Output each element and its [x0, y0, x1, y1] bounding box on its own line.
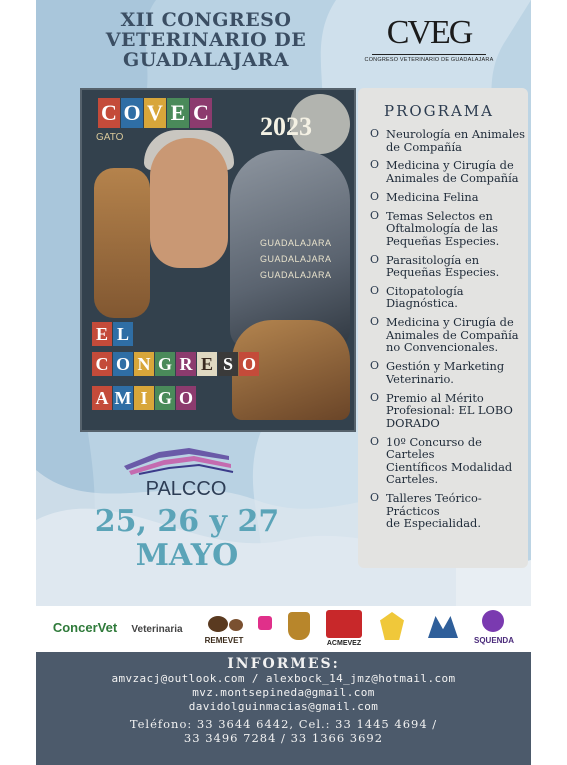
bullet-circle-icon: O: [370, 158, 380, 172]
event-dates: [76, 505, 298, 573]
program-item-line: Gestión y Marketing: [386, 359, 505, 374]
collage-letter: E: [167, 98, 189, 128]
program-item-line: Medicina y Cirugía de: [386, 315, 514, 330]
program-item-line: 10º Concurso de Carteles: [386, 434, 482, 462]
program-item: [368, 436, 528, 486]
bullet-circle-icon: O: [370, 127, 380, 140]
program-item-line: Medicina y Cirugía de: [386, 158, 514, 173]
program-item: [368, 360, 528, 385]
program-item: [368, 492, 528, 530]
program-item-line: Neurología en Animales: [386, 127, 525, 141]
bullet-circle-icon: O: [370, 252, 380, 266]
collage-letter: E: [197, 352, 217, 376]
art-guadalajara-3: GUADALAJARA: [260, 270, 332, 280]
collage-letter: G: [155, 386, 175, 410]
phone-line-2: 33 3496 7284 / 33 1366 3692: [183, 731, 384, 745]
remevet-animals-icon: [206, 612, 246, 634]
program-item-line: Animales de Compañía: [386, 327, 519, 342]
art-year: 2023: [260, 112, 312, 141]
contact-footer: [36, 652, 531, 765]
program-item-line: Temas Selectos en: [386, 208, 493, 223]
bullet-circle-icon: O: [370, 208, 380, 222]
acmevez-emblem-icon: [326, 610, 362, 638]
congress-title: [86, 10, 326, 70]
bullet-circle-icon: O: [370, 315, 380, 329]
collage-letter: M: [114, 388, 132, 408]
collage-letter: C: [190, 98, 212, 128]
slogan-line-amigo: [92, 386, 197, 410]
collage-letter: V: [144, 98, 166, 128]
poster: [36, 0, 531, 765]
program-list: [358, 128, 528, 530]
slogan-line-el: [92, 322, 134, 346]
program-item-line: Premio al Mérito: [386, 390, 484, 405]
art-gato-label: GATO: [96, 132, 124, 143]
poster-artwork: [80, 88, 356, 432]
cveg-logo-mark: CVEG: [386, 14, 472, 51]
dates-month: MAYO: [135, 538, 239, 573]
squenda-circle-icon: [482, 610, 504, 632]
program-item-line: DORADO: [386, 415, 440, 430]
informes-heading: INFORMES:: [227, 656, 340, 672]
email-line-3: davidolguinmacias@gmail.com: [188, 700, 379, 713]
email-line-2: mvz.montsepineda@gmail.com: [192, 686, 375, 699]
sponsor-squenda-logo: SQUENDA: [473, 636, 514, 645]
bullet-circle-icon: O: [370, 491, 380, 505]
program-item: [368, 254, 528, 279]
program-panel: [358, 88, 528, 568]
sponsor-veterinaria-logo: Veterinaria: [131, 624, 183, 635]
art-guadalajara-1: GUADALAJARA: [260, 238, 332, 248]
program-item-line: Parasitología en: [386, 252, 480, 267]
logo-rule: [372, 54, 486, 55]
venue-name: PALCCO: [145, 478, 227, 500]
crest-sponsor-icon: [288, 612, 310, 640]
email-line-1: amvzacj@outlook.com / alexbock_14_jmz@hotmail.com: [111, 672, 456, 685]
program-item: [368, 159, 528, 184]
program-item-line: Citopatología: [386, 283, 464, 298]
covec-letters: [98, 98, 213, 128]
bullet-circle-icon: O: [370, 189, 380, 203]
program-item-line: Pequeñas Especies.: [386, 265, 500, 280]
collage-letter: L: [113, 322, 133, 346]
collage-letter: C: [92, 352, 112, 376]
program-item-line: no Convencionales.: [386, 340, 499, 355]
man-portrait-graphic: [150, 138, 228, 268]
collage-letter: E: [92, 322, 112, 346]
collage-letter: O: [121, 98, 143, 128]
bullet-circle-icon: O: [370, 283, 380, 297]
bullet-circle-icon: O: [370, 390, 380, 404]
collage-letter: I: [134, 386, 154, 410]
program-item-line: Pequeñas Especies.: [386, 233, 500, 248]
collage-letter: A: [92, 386, 112, 410]
cveg-logo-subtitle: CONGRESO VETERINARIO DE GUADALAJARA: [364, 57, 494, 63]
program-item: [368, 316, 528, 354]
aztec-dog-graphic: [94, 168, 150, 318]
program-item: [368, 191, 528, 204]
cveg-logo: [364, 10, 494, 88]
program-item-line: Profesional: EL LOBO: [386, 403, 513, 418]
program-item: [368, 210, 528, 248]
title-line-1: XII CONGRESO: [120, 9, 292, 31]
program-item-line: Oftalmología de las: [386, 221, 499, 236]
palcco-logo: [119, 438, 239, 478]
program-item-line: Científicos Modalidad: [386, 459, 513, 474]
sponsor-strip: [36, 606, 531, 652]
caduceus-sponsor-icon: [380, 612, 404, 640]
sponsor-acmevez-logo: ACMEVEZ: [326, 640, 362, 647]
sponsor-concervet-logo: ConcerVet: [52, 620, 118, 635]
collage-letter: O: [113, 352, 133, 376]
title-line-3: GUADALAJARA: [122, 49, 290, 71]
title-line-2: VETERINARIO DE: [105, 29, 307, 51]
art-guadalajara-2: GUADALAJARA: [260, 254, 332, 264]
collage-letter: C: [98, 98, 120, 128]
bullet-circle-icon: O: [370, 359, 380, 373]
program-item-line: de Especialidad.: [386, 516, 481, 531]
program-item-line: Veterinario.: [386, 371, 454, 386]
collage-letter: R: [176, 352, 196, 376]
program-item: [368, 128, 528, 153]
program-item-line: Talleres Teórico-Prácticos: [386, 491, 482, 518]
college-sponsor-icon: [428, 616, 458, 638]
collage-letter: G: [155, 352, 175, 376]
program-item-line: Carteles.: [386, 472, 439, 487]
program-item-line: de Compañía: [386, 139, 462, 154]
phone-line-1: Teléfono: 33 3644 6442, Cel.: 33 1445 4694 /: [129, 717, 438, 731]
program-heading: PROGRAMA: [384, 102, 494, 120]
program-item-line: Medicina Felina: [386, 189, 479, 204]
collage-letter: N: [134, 352, 154, 376]
bullet-circle-icon: O: [370, 434, 380, 448]
dates-days: 25, 26 y 27: [94, 504, 280, 539]
collage-letter: O: [239, 352, 259, 376]
program-item-line: Diagnóstica.: [386, 296, 458, 311]
program-item: [368, 285, 528, 310]
collage-letter: O: [176, 386, 196, 410]
sponsor-remevet-logo: REMEVET: [204, 636, 244, 645]
pink-sponsor-icon: [258, 616, 272, 630]
program-item-line: Animales de Compañía: [386, 170, 519, 185]
collage-letter: S: [218, 352, 238, 376]
program-item: [368, 392, 528, 430]
slogan-line-congreso: [92, 352, 260, 376]
